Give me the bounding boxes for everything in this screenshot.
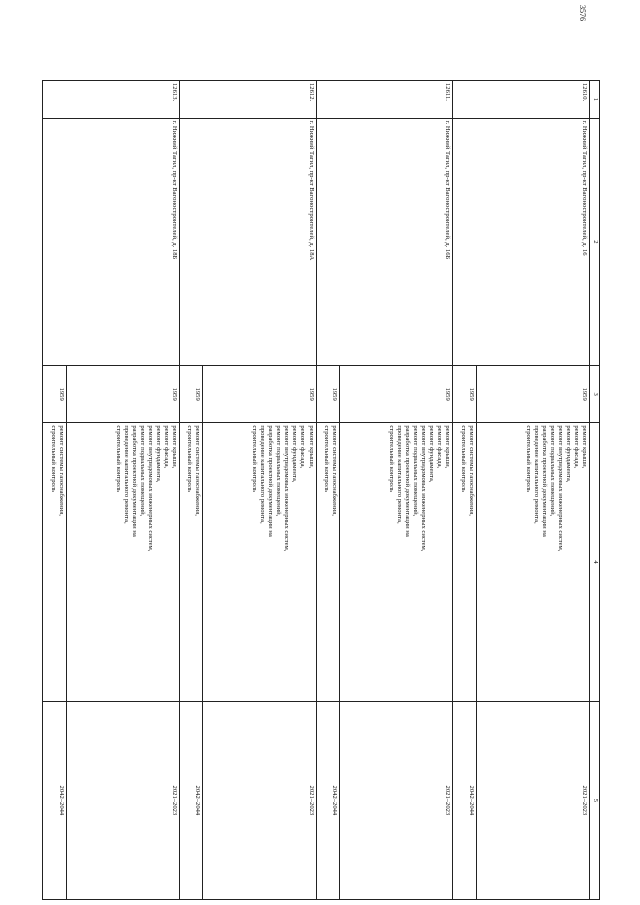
work-item: ремонт крыши, xyxy=(581,425,588,469)
work-item: ремонт фундамента, xyxy=(291,425,299,483)
table-row xyxy=(476,81,589,900)
work-item: ремонт внутридомовых инженерных систем, xyxy=(420,425,428,552)
work-item: ремонт фасада, xyxy=(162,425,170,469)
address-cell: г. Нижний Тагил, пр-кт Вагоностроителей, д. 16Б xyxy=(316,118,453,365)
page-number: 3576 xyxy=(578,5,587,21)
sub-year-cell: 1959 xyxy=(453,366,477,423)
work-item: ремонт фундамента, xyxy=(564,425,572,483)
sub-works-cell xyxy=(453,423,477,701)
address-cell: г. Нижний Тагил, пр-кт Вагоностроителей, д. 16 xyxy=(453,118,590,365)
period-cell: 2021–2023 xyxy=(476,701,589,899)
col-header-2: 2 xyxy=(590,118,600,365)
work-item: разработка проектной документации на xyxy=(540,425,548,537)
sub-year-cell: 1959 xyxy=(179,366,203,423)
work-item: строительный контроль xyxy=(49,425,57,493)
row-number: 12610. xyxy=(453,81,590,119)
work-item: ремонт крыши, xyxy=(170,425,178,469)
sub-period-cell: 2042–2044 xyxy=(43,701,67,899)
sub-year-cell: 1959 xyxy=(316,366,340,423)
work-item: ремонт крыши, xyxy=(444,425,452,469)
rotated-table-container xyxy=(42,80,600,900)
row-number: 12611. xyxy=(316,81,453,119)
period-cell: 2021–2023 xyxy=(203,701,316,899)
work-item: ремонт подвальных помещений, xyxy=(275,425,283,517)
period-cell: 2021–2023 xyxy=(66,701,179,899)
work-item: разработка проектной документации на xyxy=(404,425,412,537)
work-item: разработка проектной документации на xyxy=(130,425,138,537)
col-header-5: 5 xyxy=(590,701,600,899)
work-item: ремонт внутридомовых инженерных систем, xyxy=(146,425,154,552)
work-item: ремонт фундамента, xyxy=(154,425,162,483)
address-cell: г. Нижний Тагил, пр-кт Вагоностроителей, д. 18Б xyxy=(43,118,180,365)
work-item: ремонт фасада, xyxy=(436,425,444,469)
col-header-4: 4 xyxy=(590,423,600,701)
work-item: проведение капитального ремонта, xyxy=(259,425,267,524)
sub-works-cell xyxy=(316,423,340,701)
work-item: ремонт фасада, xyxy=(299,425,307,469)
works-cell xyxy=(476,423,589,701)
works-cell xyxy=(340,423,453,701)
work-item: ремонт подвальных помещений, xyxy=(548,425,556,517)
work-item: ремонт подвальных помещений, xyxy=(138,425,146,517)
col-header-1: 1 xyxy=(590,81,600,119)
work-item: ремонт системы газоснабжения, xyxy=(467,425,475,516)
work-item: строительный контроль xyxy=(114,425,122,493)
work-item: разработка проектной документации на xyxy=(267,425,275,537)
sub-works-cell xyxy=(179,423,203,701)
work-item: строительный контроль xyxy=(524,425,532,493)
address-cell: г. Нижний Тагил, пр-кт Вагоностроителей, д. 18А xyxy=(179,118,316,365)
works-cell xyxy=(66,423,179,701)
work-item: ремонт внутридомовых инженерных систем, xyxy=(283,425,291,552)
year-cell: 1959 xyxy=(340,366,453,423)
work-item: строительный контроль xyxy=(388,425,396,493)
col-header-3: 3 xyxy=(590,366,600,423)
year-cell: 1959 xyxy=(203,366,316,423)
work-item: строительный контроль xyxy=(251,425,259,493)
works-cell xyxy=(203,423,316,701)
work-item: строительный контроль xyxy=(459,425,467,493)
sub-period-cell: 2042–2044 xyxy=(453,701,477,899)
work-item: строительный контроль xyxy=(323,425,331,493)
year-cell: 1959 xyxy=(66,366,179,423)
repair-schedule-table xyxy=(42,80,600,900)
work-item: ремонт фасада, xyxy=(572,425,580,469)
work-item: ремонт системы газоснабжения, xyxy=(57,425,65,516)
work-item: проведение капитального ремонта, xyxy=(532,425,540,524)
work-item: ремонт подвальных помещений, xyxy=(412,425,420,517)
sub-year-cell: 1959 xyxy=(43,366,67,423)
row-number: 12613. xyxy=(43,81,180,119)
table-body xyxy=(43,81,590,900)
table-row xyxy=(340,81,453,900)
work-item: ремонт крыши, xyxy=(307,425,315,469)
sub-period-cell: 2042–2044 xyxy=(179,701,203,899)
year-cell: 1959 xyxy=(476,366,589,423)
work-item: строительный контроль xyxy=(186,425,194,493)
header-row xyxy=(590,81,600,900)
work-item: проведение капитального ремонта, xyxy=(396,425,404,524)
work-item: ремонт фундамента, xyxy=(428,425,436,483)
work-item: ремонт системы газоснабжения, xyxy=(194,425,202,516)
work-item: ремонт внутридомовых инженерных систем, xyxy=(556,425,564,552)
work-item: ремонт системы газоснабжения, xyxy=(331,425,339,516)
table-row xyxy=(66,81,179,900)
period-cell: 2021–2023 xyxy=(340,701,453,899)
sub-works-cell xyxy=(43,423,67,701)
work-item: проведение капитального ремонта, xyxy=(122,425,130,524)
table-row xyxy=(203,81,316,900)
row-number: 12612. xyxy=(179,81,316,119)
sub-period-cell: 2042–2044 xyxy=(316,701,340,899)
